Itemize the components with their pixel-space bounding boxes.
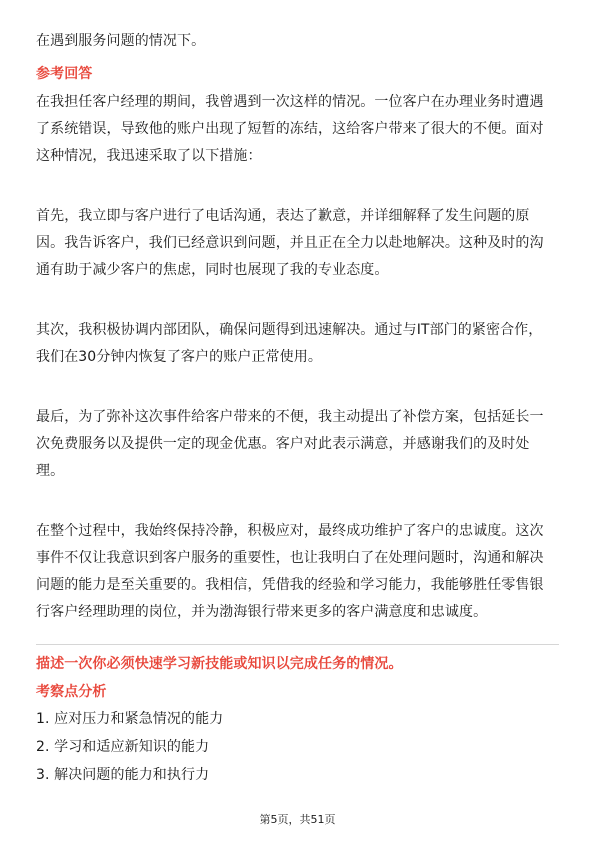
paragraph-3-line-2: 我们在30分钟内恢复了客户的账户正常使用。 — [36, 349, 322, 365]
paragraph-1-line-1: 在我担任客户经理的期间，我曾遇到一次这样的情况。一位客户在办理业务时遭遇 — [36, 94, 544, 110]
document-page — [36, 0, 559, 842]
paragraph-1-line-2: 了系统错误，导致他的账户出现了短暂的冻结，这给客户带来了很大的不便。面对 — [36, 121, 544, 137]
question-heading: 描述一次你必须快速学习新技能或知识以完成任务的情况。 — [36, 656, 403, 672]
analysis-item-3: 3. 解决问题的能力和执行力 — [36, 767, 210, 783]
answer-heading: 参考回答 — [36, 66, 93, 82]
analysis-heading: 考察点分析 — [36, 684, 107, 700]
paragraph-5-line-3: 问题的能力是至关重要的。我相信，凭借我的经验和学习能力，我能够胜任零售银 — [36, 577, 544, 593]
paragraph-2-line-1: 首先，我立即与客户进行了电话沟通，表达了歉意，并详细解释了发生问题的原 — [36, 208, 530, 224]
paragraph-1-line-3: 这种情况，我迅速采取了以下措施： — [36, 148, 262, 164]
paragraph-2-line-2: 因。我告诉客户，我们已经意识到问题，并且正在全力以赴地解决。这种及时的沟 — [36, 235, 544, 251]
page-footer: 第5页，共51页 — [259, 813, 336, 826]
paragraph-4-line-3: 理。 — [36, 463, 65, 479]
paragraph-5-line-1: 在整个过程中，我始终保持冷静，积极应对，最终成功维护了客户的忠诚度。这次 — [36, 523, 544, 539]
analysis-item-2: 2. 学习和适应新知识的能力 — [36, 739, 210, 755]
paragraph-4-line-2: 次免费服务以及提供一定的现金优惠。客户对此表示满意，并感谢我们的及时处 — [36, 436, 530, 452]
paragraph-5-line-4: 行客户经理助理的岗位，并为渤海银行带来更多的客户满意度和忠诚度。 — [36, 604, 488, 620]
paragraph-2-line-3: 通有助于减少客户的焦虑，同时也展现了我的专业态度。 — [36, 262, 389, 278]
analysis-item-1: 1. 应对压力和紧急情况的能力 — [36, 711, 224, 727]
paragraph-4-line-1: 最后，为了弥补这次事件给客户带来的不便，我主动提出了补偿方案，包括延长一 — [36, 409, 544, 425]
section-divider — [36, 644, 559, 645]
intro-line: 在遇到服务问题的情况下。 — [36, 33, 206, 49]
paragraph-5-line-2: 事件不仅让我意识到客户服务的重要性，也让我明白了在处理问题时，沟通和解决 — [36, 550, 544, 566]
paragraph-3-line-1: 其次，我积极协调内部团队，确保问题得到迅速解决。通过与IT部门的紧密合作， — [36, 322, 543, 338]
